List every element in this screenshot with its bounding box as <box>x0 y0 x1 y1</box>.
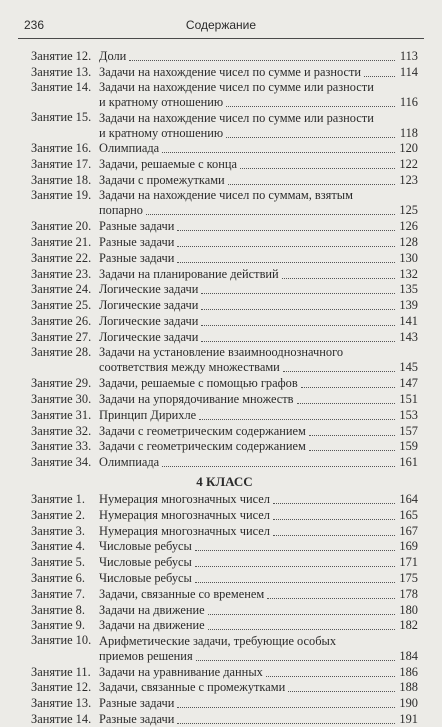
page-reference: 123 <box>399 172 418 187</box>
dot-leader <box>240 168 395 169</box>
lesson-number: Занятие 8. <box>31 602 85 617</box>
dot-leader <box>146 214 395 215</box>
page-reference: 191 <box>399 712 418 726</box>
toc-entry <box>31 633 418 664</box>
lesson-title: Нумерация многозначных чисел <box>99 491 270 506</box>
dot-leader <box>201 309 395 310</box>
page-reference: 153 <box>399 407 418 422</box>
dot-leader <box>162 466 395 467</box>
lesson-number: Занятие 26. <box>31 314 92 329</box>
lesson-number: Занятие 34. <box>31 455 92 470</box>
toc-entry <box>31 345 418 376</box>
page-reference: 122 <box>399 157 418 172</box>
dot-leader <box>226 106 395 107</box>
lesson-number: Занятие 15. <box>31 110 92 125</box>
lesson-number: Занятие 6. <box>31 570 85 585</box>
dot-leader <box>208 614 395 615</box>
dot-leader <box>195 550 395 551</box>
page-reference: 159 <box>399 439 418 454</box>
dot-leader <box>177 230 395 231</box>
lesson-title: Задачи, связанные со временем <box>99 586 265 601</box>
dot-leader <box>177 246 395 247</box>
page-reference: 139 <box>399 298 418 313</box>
lesson-number: Занятие 32. <box>31 423 92 438</box>
toc-entry <box>31 491 418 507</box>
dot-leader <box>267 598 395 599</box>
lesson-title: Разные задачи <box>99 712 175 726</box>
lesson-number: Занятие 7. <box>31 586 85 601</box>
lesson-title: Логические задачи <box>99 282 199 297</box>
toc-entry <box>31 664 418 680</box>
lesson-title: Задачи с промежутками <box>99 172 225 187</box>
lesson-title: Логические задачи <box>99 298 199 313</box>
toc-entry <box>31 172 418 188</box>
lesson-title: приемов решения <box>99 648 193 663</box>
lesson-title-line: Задачи на нахождение чисел по сумме или разности <box>99 80 374 95</box>
page-reference: 164 <box>399 491 418 506</box>
lesson-title: попарно <box>99 203 143 218</box>
lesson-number: Занятие 14. <box>31 712 92 726</box>
page-reference: 147 <box>399 376 418 391</box>
page-reference: 143 <box>399 329 418 344</box>
dot-leader <box>162 152 395 153</box>
lesson-number: Занятие 5. <box>31 555 85 570</box>
toc-entry <box>31 48 418 64</box>
lesson-title: Задачи с геометрическим содержанием <box>99 439 306 454</box>
lesson-number: Занятие 23. <box>31 266 92 281</box>
toc-entry <box>31 391 418 407</box>
dot-leader <box>273 503 395 504</box>
lesson-number: Занятие 28. <box>31 344 92 359</box>
lesson-number: Занятие 12. <box>31 680 92 695</box>
page-reference: 188 <box>399 680 418 695</box>
toc-entry <box>31 695 418 711</box>
lesson-title: Задачи, решаемые с помощью графов <box>99 376 298 391</box>
toc-entry <box>31 266 418 282</box>
lesson-title: Доли <box>99 48 127 63</box>
lesson-number: Занятие 22. <box>31 250 92 265</box>
lesson-title: Логические задачи <box>99 314 199 329</box>
lesson-title: и кратному отношению <box>99 125 224 140</box>
lesson-title: соответствия между множествами <box>99 360 280 375</box>
toc-entry <box>31 234 418 250</box>
page-reference: 190 <box>399 696 418 711</box>
page-reference: 157 <box>399 423 418 438</box>
lesson-number: Занятие 11. <box>31 664 91 679</box>
dot-leader <box>195 582 395 583</box>
page-reference: 167 <box>399 523 418 538</box>
page-reference: 178 <box>399 586 418 601</box>
dot-leader <box>309 435 395 436</box>
page-reference: 118 <box>399 125 418 140</box>
running-title: Содержание <box>185 18 257 32</box>
lesson-number: Занятие 16. <box>31 141 92 156</box>
lesson-title: Задачи с геометрическим содержанием <box>99 423 306 438</box>
lesson-number: Занятие 14. <box>31 79 92 94</box>
dot-leader <box>201 341 395 342</box>
lesson-title: Задачи на упорядочивание множеств <box>99 391 294 406</box>
toc-entry <box>31 329 418 345</box>
page-reference: 186 <box>399 664 418 679</box>
dot-leader <box>273 535 395 536</box>
dot-leader <box>201 325 395 326</box>
toc-entry <box>31 282 418 298</box>
toc-entry <box>31 218 418 234</box>
page-reference: 113 <box>399 48 418 63</box>
dot-leader <box>297 403 395 404</box>
toc-entry <box>31 439 418 455</box>
lesson-number: Занятие 17. <box>31 157 92 172</box>
page-reference: 175 <box>399 570 418 585</box>
page-reference: 141 <box>399 314 418 329</box>
lesson-title: Задачи на движение <box>99 602 205 617</box>
page-reference: 120 <box>399 141 418 156</box>
page-reference: 132 <box>399 266 418 281</box>
toc-entry <box>31 188 418 219</box>
lesson-title: Олимпиада <box>99 455 160 470</box>
toc-entry <box>31 64 418 80</box>
lesson-number: Занятие 21. <box>31 235 92 250</box>
toc-entry <box>31 711 418 727</box>
toc-list-grade-4 <box>31 491 418 727</box>
dot-leader <box>177 262 395 263</box>
page-reference: 128 <box>399 235 418 250</box>
page-reference: 151 <box>399 391 418 406</box>
lesson-title: Разные задачи <box>99 219 175 234</box>
dot-leader <box>201 293 395 294</box>
lesson-title-line: Арифметические задачи, требующие особых <box>99 633 337 648</box>
page-reference: 116 <box>399 95 418 110</box>
toc-entry <box>31 570 418 586</box>
page-reference: 171 <box>399 555 418 570</box>
lesson-title-line: Задачи на нахождение чисел по сумме или разности <box>99 110 374 125</box>
lesson-number: Занятие 31. <box>31 407 92 422</box>
dot-leader <box>283 371 395 372</box>
lesson-number: Занятие 30. <box>31 391 92 406</box>
lesson-number: Занятие 24. <box>31 282 92 297</box>
lesson-title: Числовые ребусы <box>99 570 192 585</box>
toc-entry <box>31 507 418 523</box>
lesson-number: Занятие 25. <box>31 298 92 313</box>
page-reference: 125 <box>399 203 418 218</box>
toc-entry <box>31 586 418 602</box>
dot-leader <box>273 519 395 520</box>
toc-entry <box>31 375 418 391</box>
dot-leader <box>288 691 395 692</box>
toc-entry <box>31 680 418 696</box>
lesson-number: Занятие 4. <box>31 539 85 554</box>
dot-leader <box>226 137 395 138</box>
toc-entry <box>31 80 418 111</box>
lesson-title: Задачи на уравнивание данных <box>99 664 263 679</box>
page-reference: 126 <box>399 219 418 234</box>
lesson-number: Занятие 10. <box>31 633 92 648</box>
lesson-number: Занятие 2. <box>31 507 85 522</box>
lesson-title: Нумерация многозначных чисел <box>99 507 270 522</box>
lesson-title: Логические задачи <box>99 329 199 344</box>
toc-entry <box>31 602 418 618</box>
lesson-title: Числовые ребусы <box>99 555 192 570</box>
toc-entry <box>31 407 418 423</box>
lesson-number: Занятие 13. <box>31 696 92 711</box>
toc-list-grade-3 <box>31 48 418 470</box>
toc-entry <box>31 523 418 539</box>
toc-entry <box>31 618 418 634</box>
lesson-title: Задачи, решаемые с конца <box>99 157 238 172</box>
lesson-title: Нумерация многозначных чисел <box>99 523 270 538</box>
page-reference: 145 <box>399 360 418 375</box>
dot-leader <box>129 60 395 61</box>
dot-leader <box>301 387 395 388</box>
lesson-title: Разные задачи <box>99 696 175 711</box>
dot-leader <box>196 660 395 661</box>
lesson-number: Занятие 29. <box>31 376 92 391</box>
lesson-number: Занятие 1. <box>31 491 85 506</box>
page-reference: 135 <box>399 282 418 297</box>
page-reference: 161 <box>399 455 418 470</box>
page-reference: 165 <box>399 507 418 522</box>
dot-leader <box>364 76 395 77</box>
lesson-number: Занятие 27. <box>31 329 92 344</box>
lesson-number: Занятие 18. <box>31 172 92 187</box>
toc-entry <box>31 554 418 570</box>
lesson-number: Занятие 19. <box>31 187 92 202</box>
toc-entry <box>31 250 418 266</box>
page-number: 236 <box>24 18 45 32</box>
table-of-contents <box>31 48 418 727</box>
dot-leader <box>208 629 395 630</box>
toc-entry <box>31 454 418 470</box>
lesson-title: Числовые ребусы <box>99 539 192 554</box>
lesson-title: Задачи, связанные с промежутками <box>99 680 286 695</box>
page-reference: 184 <box>399 648 418 663</box>
lesson-title: Олимпиада <box>99 141 160 156</box>
lesson-title-line: Задачи на нахождение чисел по суммам, взятым <box>99 188 353 203</box>
lesson-title: Задачи на нахождение чисел по сумме и разности <box>99 64 362 79</box>
lesson-number: Занятие 12. <box>31 48 92 63</box>
dot-leader <box>228 184 395 185</box>
page-header <box>18 14 424 39</box>
dot-leader <box>282 278 395 279</box>
toc-entry <box>31 110 418 141</box>
dot-leader <box>266 676 395 677</box>
toc-entry <box>31 423 418 439</box>
toc-entry <box>31 297 418 313</box>
lesson-title: Принцип Дирихле <box>99 407 197 422</box>
dot-leader <box>309 450 395 451</box>
page-reference: 182 <box>399 618 418 633</box>
lesson-title: Разные задачи <box>99 235 175 250</box>
lesson-title: Задачи на движение <box>99 618 205 633</box>
lesson-title: и кратному отношению <box>99 95 224 110</box>
dot-leader <box>177 707 395 708</box>
lesson-number: Занятие 3. <box>31 523 85 538</box>
toc-entry <box>31 141 418 157</box>
dot-leader <box>199 419 395 420</box>
section-heading: 4 КЛАСС <box>196 474 253 490</box>
lesson-number: Занятие 13. <box>31 64 92 79</box>
lesson-title-line: Задачи на установление взаимнооднозначного <box>99 345 344 360</box>
lesson-number: Занятие 20. <box>31 219 92 234</box>
dot-leader <box>195 566 395 567</box>
toc-entry <box>31 156 418 172</box>
page-reference: 169 <box>399 539 418 554</box>
lesson-title: Задачи на планирование действий <box>99 266 279 281</box>
page-reference: 180 <box>399 602 418 617</box>
toc-entry <box>31 539 418 555</box>
toc-entry <box>31 313 418 329</box>
dot-leader <box>177 723 395 724</box>
lesson-number: Занятие 33. <box>31 439 92 454</box>
lesson-number: Занятие 9. <box>31 618 85 633</box>
page-reference: 114 <box>399 64 418 79</box>
lesson-title: Разные задачи <box>99 250 175 265</box>
page-reference: 130 <box>399 250 418 265</box>
